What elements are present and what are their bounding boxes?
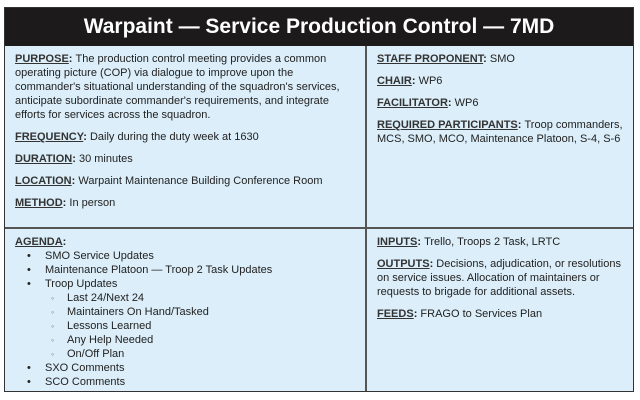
meeting-card — [4, 7, 634, 392]
outputs: OUTPUTS: Decisions, adjudication, or resolutions on service issues. Allocation of maintainers or requests to brigade for additional assets. — [377, 258, 621, 298]
location: LOCATION: Warpaint Maintenance Building Conference Room — [15, 175, 323, 187]
facilitator: FACILITATOR: WP6 — [377, 97, 479, 109]
chair: CHAIR: WP6 — [377, 75, 443, 87]
frequency: FREQUENCY: Daily during the duty week at 1630 — [15, 131, 259, 143]
list-subitem: ◦ Last 24/Next 24 — [15, 291, 357, 305]
list-item: • SMO Service Updates — [15, 249, 357, 263]
required-participants: REQUIRED PARTICIPANTS: Troop commanders, MCS, SMO, MCO, Maintenance Platoon, S-4, S-6 — [377, 119, 623, 145]
purpose: PURPOSE: The production control meeting provides a common operating picture (COP) via dialogue to improve upon the commander's situational understanding of the squadron's services, anticipate subordinate commander's requirements, and integrate efforts for services across the squadron. — [15, 53, 340, 121]
list-item: • Maintenance Platoon — Troop 2 Task Updates — [15, 263, 357, 277]
inputs: INPUTS: Trello, Troops 2 Task, LRTC — [377, 236, 561, 248]
method: METHOD: In person — [15, 197, 116, 209]
staff-proponent: STAFF PROPONENT: SMO — [377, 53, 515, 65]
overview-cell — [5, 46, 365, 227]
list-subitem: ◦ Any Help Needed — [15, 333, 357, 347]
page-title: Warpaint — Service Production Control — 7MD — [5, 8, 633, 46]
list-item: • Troop Updates — [15, 277, 357, 291]
roles-cell — [367, 46, 633, 227]
duration: DURATION: 30 minutes — [15, 153, 133, 165]
agenda-heading: AGENDA: — [15, 236, 67, 248]
list-subitem: ◦ On/Off Plan — [15, 347, 357, 361]
feeds: FEEDS: FRAGO to Services Plan — [377, 308, 543, 320]
agenda-cell — [5, 229, 365, 391]
list-item: • SXO Comments — [15, 361, 357, 375]
list-subitem: ◦ Lessons Learned — [15, 319, 357, 333]
agenda-list — [15, 249, 357, 389]
io-cell — [367, 229, 633, 391]
list-subitem: ◦ Maintainers On Hand/Tasked — [15, 305, 357, 319]
list-item: • SCO Comments — [15, 375, 357, 389]
